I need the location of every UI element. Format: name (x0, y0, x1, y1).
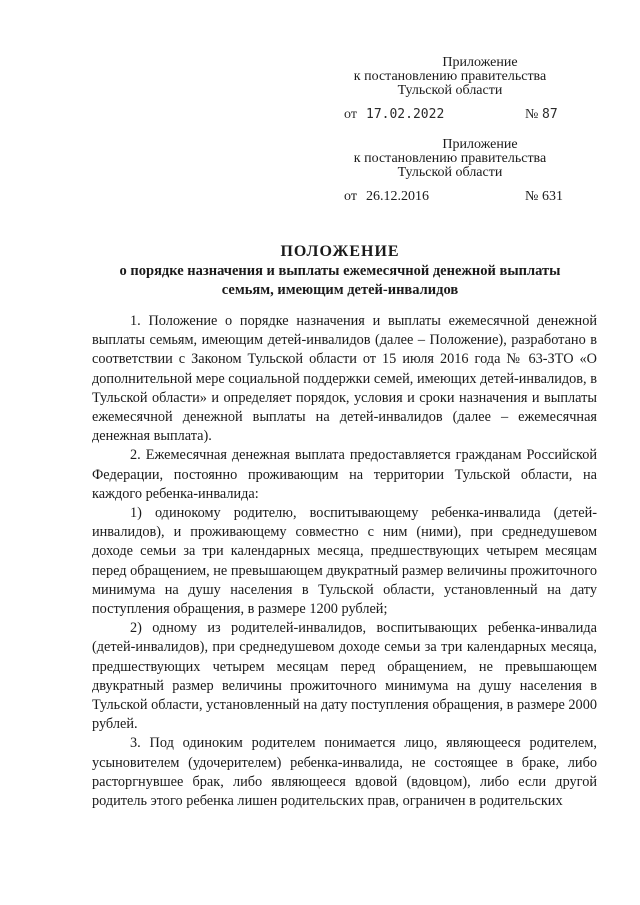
paragraph-3: 3. Под одиноким родителем понимается лицо, являющееся родителем, усыновителем (удочерителем) ребенка-инвалида, не состоящее в браке, либо расторгнувшее брак, либо являющееся вдовой (вдовцом), либо если другой родитель этого ребенка лишен родительских прав, ограничен в родительских (92, 735, 597, 810)
appendix-resolution-label: к постановлению правительства (353, 151, 547, 166)
appendix-label: Приложение (442, 137, 518, 152)
appendix-header-new (350, 56, 550, 98)
date-from-label: от (344, 107, 357, 122)
paragraph-2-item-2: 2) одному из родителей-инвалидов, воспитывающих ребенка-инвалида (детей-инвалидов), при среднедушевом доходе семьи за три календарных месяца, предшествующих четырем месяцам перед обращением, не превышающем двукратный размер величины прожиточного минимума на душу населения в Тульской области, установленный на дату поступления обращения, в размере 2000 рублей. (92, 620, 597, 733)
date-from-label: от (344, 189, 357, 204)
appendix-resolution-label: к постановлению правительства (353, 69, 547, 84)
document-date: 17.02.2022 (366, 107, 445, 122)
document-title-block (80, 242, 600, 300)
number-sign: № (525, 107, 539, 122)
document-number: 87 (542, 107, 558, 122)
document-date: 26.12.2016 (366, 189, 429, 204)
appendix-region-label: Тульской области (397, 83, 503, 98)
appendix-region-label: Тульской области (397, 165, 503, 180)
appendix-header-old (350, 138, 550, 180)
document-subtitle-line-2: семьям, имеющим детей-инвалидов (221, 282, 459, 298)
document-body (92, 312, 597, 811)
number-sign: № (525, 189, 539, 204)
document-number: 631 (542, 189, 563, 204)
document-subtitle-line-1: о порядке назначения и выплаты ежемесячной денежной выплаты (119, 263, 561, 279)
document-title: ПОЛОЖЕНИЕ (280, 243, 400, 260)
paragraph-2-item-1: 1) одинокому родителю, воспитывающему ребенка-инвалида (детей-инвалидов), и проживающему совместно с ним (ними), при среднедушевом доходе семьи за три календарных месяца, предшествующих четырем месяцам перед обращением, не превышающем двукратный размер величины прожиточного минимума на душу населения в Тульской области, установленный на дату поступления обращения, в размере 1200 рублей; (92, 505, 597, 618)
paragraph-1: 1. Положение о порядке назначения и выплаты ежемесячной денежной выплаты семьям, имеющим детей-инвалидов (далее – Положение), разработано в соответствии с Законом Тульской области от 15 июля 2016 года № 63-ЗТО «О дополнительной мере социальной поддержки семей, имеющих детей-инвалидов, в Тульской области» и определяет порядок, условия и сроки назначения и выплаты ежемесячной денежной выплаты на детей-инвалидов (далее – ежемесячная денежная выплата). (92, 313, 597, 445)
appendix-label: Приложение (442, 55, 518, 70)
paragraph-2: 2. Ежемесячная денежная выплата предоставляется гражданам Российской Федерации, постоянно проживающим на территории Тульской области, на каждого ребенка-инвалида: (92, 447, 597, 502)
